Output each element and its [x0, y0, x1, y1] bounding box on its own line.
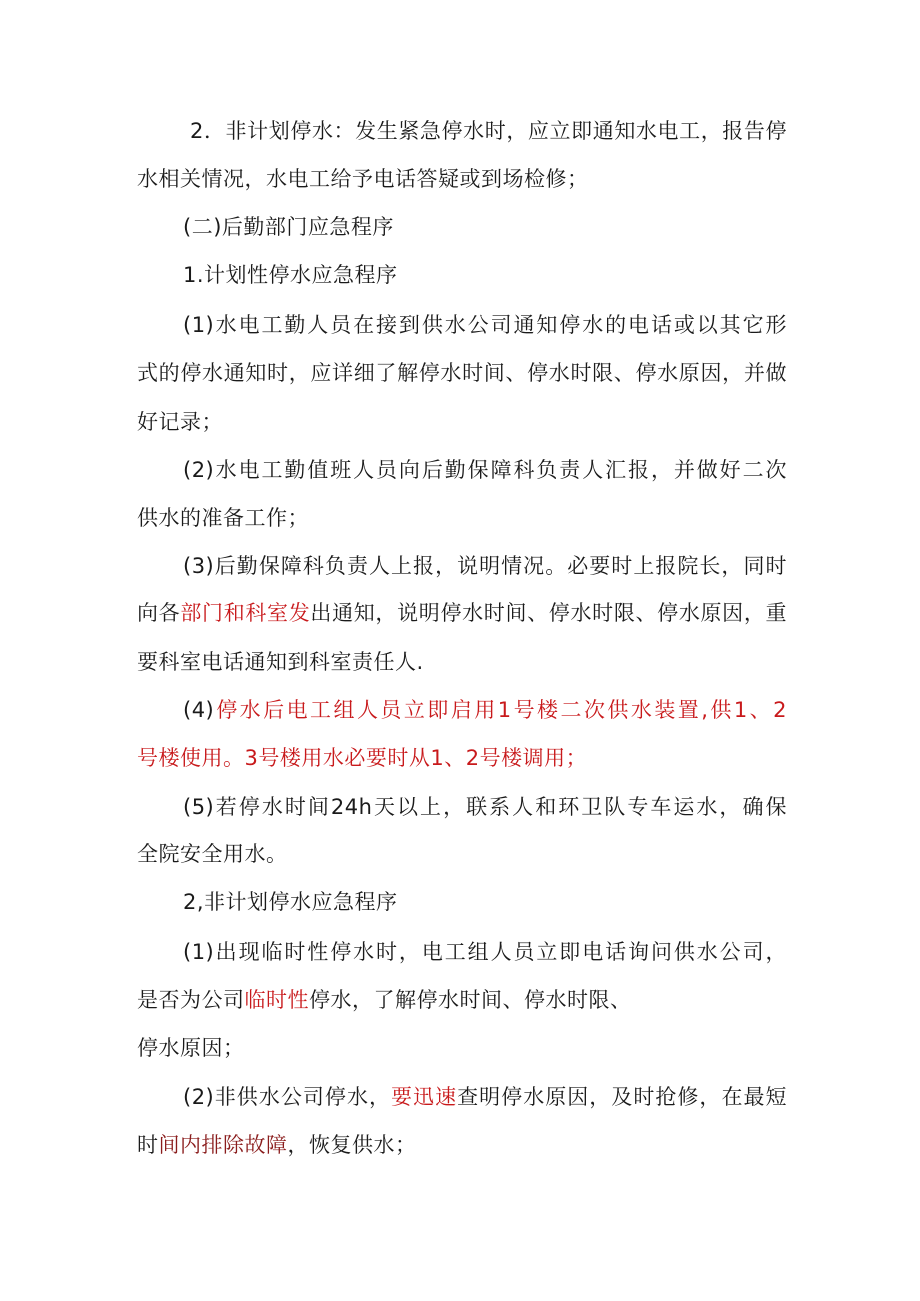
highlighted-text: 要迅速	[391, 1085, 458, 1109]
text-run: 是否为公司	[137, 988, 245, 1012]
paragraph-line: 水相关情况，水电工给予电话答疑或到场检修；	[137, 167, 589, 191]
text-run: (4)	[183, 698, 215, 722]
highlighted-line: 号楼使用。3号楼用水必要时从1、2号楼调用；	[137, 746, 588, 770]
paragraph-line: 2．非计划停水：发生紧急停水时，应立即通知水电工，报告停	[190, 119, 787, 143]
paragraph-line: (1)出现临时性停水时，电工组人员立即电话询问供水公司，	[183, 940, 787, 964]
paragraph-line: 停水原因；	[137, 1036, 245, 1060]
section-heading: (二)后勤部门应急程序	[183, 215, 394, 239]
text-run: (2)非供水公司停水，	[183, 1085, 392, 1109]
highlighted-text: 间内排除故障	[158, 1133, 288, 1157]
paragraph-line: 要科室电话通知到科室责任人.	[137, 650, 424, 674]
text-run: 出通知，说明停水时间、停水时限、停水原因，重	[310, 601, 788, 625]
highlighted-text: 部门和科室发	[180, 601, 311, 625]
paragraph-line	[183, 1082, 787, 1112]
paragraph-line: (2)水电工勤值班人员向后勤保障科负责人汇报，并做好二次	[183, 458, 787, 482]
paragraph-line: (5)若停水时间24h天以上，联系人和环卫队专车运水，确保	[183, 795, 787, 819]
paragraph-line	[137, 1130, 787, 1160]
subsection-heading: 1.计划性停水应急程序	[183, 263, 398, 287]
paragraph-line	[137, 598, 787, 628]
text-run: 查明停水原因，及时抢修，在最短	[457, 1085, 788, 1109]
text-run: ，恢复供水；	[287, 1133, 417, 1157]
paragraph-line: (3)后勤保障科负责人上报，说明情况。必要时上报院长，同时	[183, 554, 787, 578]
highlighted-text: 停水后电工组人员立即启用1号楼二次供水装置,供1、2	[214, 698, 787, 722]
text-run: 时	[137, 1133, 159, 1157]
paragraph-line	[183, 695, 787, 725]
paragraph-line	[137, 985, 787, 1015]
text-run: 停水，了解停水时间、停水时限、	[309, 988, 632, 1012]
text-run: 向各	[137, 601, 181, 625]
paragraph-line: (1)水电工勤人员在接到供水公司通知停水的电话或以其它形	[183, 313, 787, 337]
paragraph-line: 式的停水通知时，应详细了解停水时间、停水时限、停水原因，并做	[137, 361, 787, 385]
paragraph-line: 全院安全用水。	[137, 842, 288, 866]
paragraph-line: 好记录；	[137, 410, 223, 434]
paragraph-line: 供水的准备工作；	[137, 506, 309, 530]
subsection-heading: 2,非计划停水应急程序	[183, 890, 398, 914]
highlighted-text: 临时性	[244, 988, 309, 1012]
